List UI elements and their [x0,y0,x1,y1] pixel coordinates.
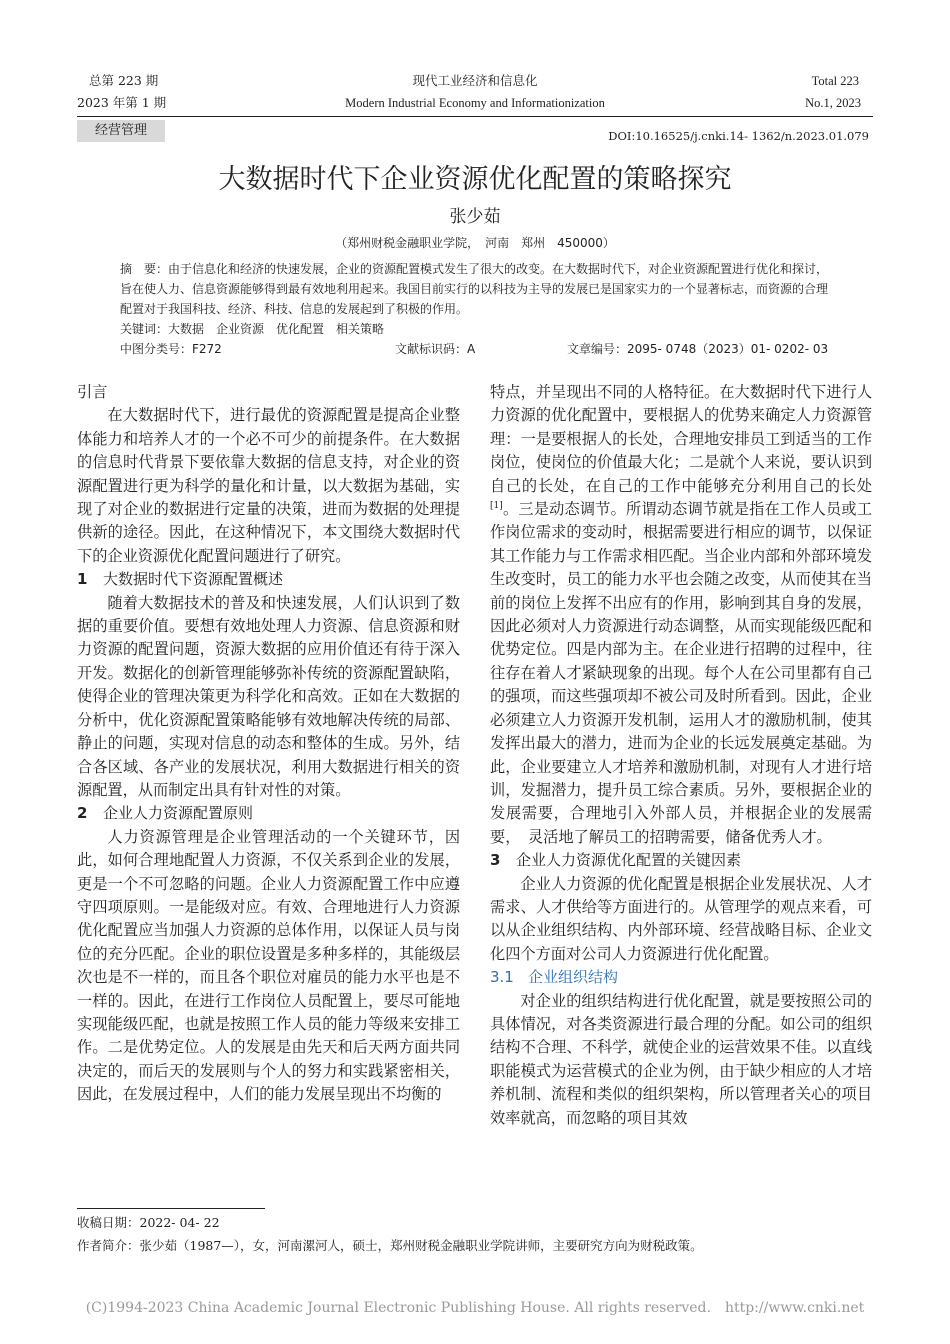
author-affiliation: （郑州财税金融职业学院， 河南 郑州 450000） [335,236,615,250]
journal-name-en: Modern Industrial Economy and Informationization [345,96,605,110]
article-author: 张少茹 [449,207,501,227]
doi[interactable]: DOI:10.16525/j.cnki.14- 1362/n.2023.01.079 [608,129,869,143]
journal-name-cn: 现代工业经济和信息化 [412,73,538,88]
section-title: 企业人力资源配置原则 [103,804,254,823]
keywords-label: 关键词： [120,322,169,336]
paragraph: 在大数据时代下，进行最优的资源配置是提高企业整体能力和培养人才的一个必不可少的前提条件。在大数据的信息时代背景下要依靠大数据的信息支持，对企业的资源配置进行更为科学的量化和计量，以大数据为基础，实现了对企业的数据进行定量的决策，进而为数据的处理提供新的途径。因此，在这种情况下，本文围绕大数据时代下的企业资源优化配置问题进行了研究。 [77,406,460,565]
issue-year-number: 2023 年第 1 期 [77,95,167,110]
paragraph: 随着大数据技术的普及和快速发展，人们认识到了数据的重要价值。要想有效地处理人力资源、信息资源和财力资源的配置问题，资源大数据的应用价值还有待于深入开发。数据化的创新管理能够弥补传统的资源配置缺陷，使得企业的管理决策更为科学化和高效。正如在大数据的分析中，优化资源配置策略能够有效地解决传统的局部、静止的问题，实现对信息的动态和整体的生成。另外，结合各区域、各产业的发展状况，利用大数据进行相关的资源配置，从而制定出具有针对性的对策。 [77,593,460,799]
section-heading-2 [77,802,460,825]
clc-number: 中图分类号：F272 [120,342,222,356]
abstract-block [120,259,830,359]
section-number: 1 [77,570,88,589]
text-run: 特点，并呈现出不同的人格特征。在大数据时代下进行人力资源的优化配置中，要根据人的优势来确定人力资源管理：一是要根据人的长处，合理地安排员工到适当的工作岗位，使岗位的价值最大化；二是就个人来说，要认识到自己的长处，在自己的工作中能够充分利用自己的长处 [490,383,872,495]
abstract [120,259,830,319]
abstract-text: 由于信息化和经济的快速发展，企业的资源配置模式发生了很大的改变。在大数据时代下，对企业资源配置进行优化和探讨，旨在使人力、信息资源能够得到最有效地利用起来。我国目前实行的以科技为主导的发展已是国家实力的一个显著标志，而资源的合理配置对于我国科技、经济、科技、信息的发展起到了积极的作用。 [120,262,829,316]
section-title: 企业人力资源优化配置的关键因素 [516,851,742,870]
section-tag: 经营管理 [77,120,165,142]
issue-total: 总第 223 期 [89,73,159,88]
paragraph: 人力资源管理是企业管理活动的一个关键环节，因此，如何合理地配置人力资源，不仅关系到企业的发展，更是一个不可忽略的问题。企业人力资源配置工作中应遵守四项原则。一是能级对应。有效、合理地进行人力资源优化配置应当加强人力资源的总体作用，以保证人员与岗位的充分匹配。企业的职位设置是多种多样的，其能级层次也是不一样的，而且各个职位对雇员的能力水平也是不一样的。因此，在进行工作岗位人员配置上，要尽可能地实现能级匹配，也就是按照工作人员的能力等级来安排工作。二是优势定位。人的发展是由先天和后天两方面共同决定的，而后天的发展则与个人的努力和实践紧密相关，因此，在发展过程中，人们的能力发展呈现出不均衡的 [77,827,460,1104]
text-run: 。三是动态调节。所谓动态调节就是指在工作人员或工作岗位需求的变动时，根据需要进行相应的调节，以保证其工作能力与工作需求相匹配。当企业内部和外部环境发生改变时，员工的能力水平也会随之改变，从而使其在当前的岗位上发挥不出应有的作用，影响到其自身的发展，因此必须对人力资源进行动态调整，从而实现能级匹配和优势定位。四是内部为主。在企业进行招聘的过程中，往往存在着人才紧缺现象的出现。每个人在公司里都有自己的强项，而这些强项却不被公司及时所看到。因此，企业必须建立人力资源开发机制，运用人才的激励机制，使其发挥出最大的潜力，进而为企业的长远发展奠定基础。为此，企业要建立人才培养和激励机制，对现有人才进行培训，发掘潜力，提升员工综合素质。另外，要根据企业的发展需要，合理地引入外部人员，并根据企业的发展需要， 灵活地了解员工的招聘需要，储备优秀人才。 [490,500,872,846]
right-column [490,381,872,1130]
paragraph-continued [490,381,872,849]
section-number: 2 [77,804,88,823]
reference-mark[interactable]: [1] [490,500,503,511]
article-number: 文章编号：2095- 0748（2023）01- 0202- 03 [567,342,829,356]
footnote-rule [77,1208,265,1209]
total-number: Total 223 [811,74,859,88]
subsection-title: 企业组织结构 [528,968,619,987]
section-number: 3 [490,851,501,870]
document-code: 文献标识码：A [395,342,476,356]
classification-row [120,339,830,359]
keywords-text: 大数据 企业资源 优化配置 相关策略 [168,322,385,336]
left-column [77,381,460,1107]
copyright-notice: (C)1994-2023 China Academic Journal Electronic Publishing House. All rights reserved. http://www.cnki.net [85,1300,865,1316]
subsection-heading-3-1 [490,966,872,989]
subsection-number: 3.1 [490,968,514,987]
section-title: 大数据时代下资源配置概述 [103,570,284,589]
issue-number: No.1, 2023 [805,96,861,110]
paragraph: 企业人力资源的优化配置是根据企业发展状况、人才需求、人才供给等方面进行的。从管理学的观点来看，可以从企业组织结构、内外部环境、经营战略目标、企业文化四个方面对公司人力资源进行优化配置。 [490,874,872,963]
header-rule [77,116,873,117]
section-heading-3 [490,849,872,872]
keywords [120,319,830,339]
paragraph: 对企业的组织结构进行优化配置，就是要按照公司的具体情况，对各类资源进行最合理的分配。如公司的组织结构不合理、不科学，就使企业的运营效果不佳。以直线职能模式为运营模式的企业为例，由于缺少相应的人才培养机制、流程和类似的组织架构，所以管理者关心的项目效率就高，而忽略的项目其效 [490,991,872,1127]
intro-heading: 引言 [77,383,108,401]
author-bio: 作者简介：张少茹（1987—），女，河南漯河人，硕士，郑州财税金融职业学院讲师，主要研究方向为财税政策。 [77,1238,703,1253]
received-date: 收稿日期：2022- 04- 22 [77,1215,220,1230]
section-heading-1 [77,568,460,591]
abstract-label: 摘 要： [120,262,169,276]
article-title: 大数据时代下企业资源优化配置的策略探究 [218,164,732,195]
